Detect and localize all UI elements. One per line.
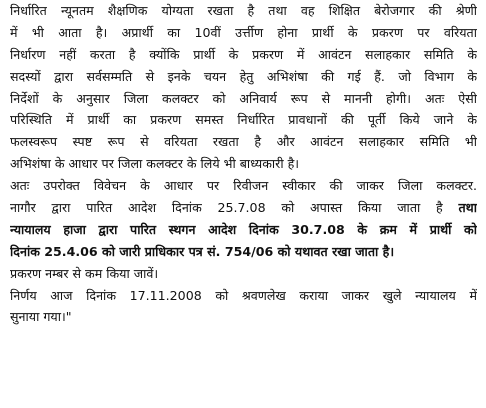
paragraph-line-7: फलस्वरूप स्पष्ट रूप से वरियता रखता है और आवंटन सलाहकार समिति भी bbox=[10, 134, 477, 150]
paragraph-line-3: निर्धारण नहीं करता है क्योंकि प्रार्थी के प्रकरण में आवंटन सलाहकार समिति के bbox=[10, 46, 477, 62]
paragraph-line-4: सदस्यों द्वारा सर्वसम्मति से इनके चयन हेतु अभिशंषा की गई हैं. जो विभाग के bbox=[10, 68, 477, 84]
paragraph-line-5: निर्देशों के अनुसार जिला कलक्टर को अनिवार्य रूप से माननी होगी। अतः ऐसी bbox=[10, 90, 477, 106]
paragraph-line-8: अभिशंषा के आधार पर जिला कलक्टर के लिये भी बाध्यकारी है। bbox=[10, 156, 300, 172]
paragraph-line-15: सुनाया गया।" bbox=[10, 309, 72, 325]
paragraph-line-12: दिनांक 25.4.06 को जारी प्राधिकार पत्र सं. 754/06 को यथावत रखा जाता है। bbox=[10, 243, 395, 259]
paragraph-line-9: अतः उपरोक्त विवेचन के आधार पर रिवीजन स्वीकार की जाकर जिला कलक्टर. bbox=[10, 178, 477, 194]
paragraph-line-6: परिस्थिति में प्रार्थी का प्रकरण समस्त निर्धारित प्रावधानों की पूर्ती किये जाने के bbox=[10, 112, 477, 128]
paragraph-line-10 bbox=[10, 197, 477, 219]
order-text-bold-tail: तथा bbox=[458, 200, 477, 216]
paragraph-line-11: न्यायालय हाजा द्वारा पारित स्थगन आदेश दिनांक 30.7.08 के क्रम में प्रार्थी को bbox=[10, 221, 477, 237]
paragraph-line-2: में भी आता है। अप्रार्थी का 10वीं उर्त्तीण होना प्रार्थी के प्रकरण पर वरियता bbox=[10, 24, 477, 40]
paragraph-line-14: निर्णय आज दिनांक 17.11.2008 को श्रवणलेख कराया जाकर खुले न्यायालय में bbox=[10, 287, 477, 303]
order-text: नागौर द्वारा पारित आदेश दिनांक 25.7.08 को अपास्त किया जाता है bbox=[10, 200, 443, 216]
paragraph-line-1: निर्धारित न्यूनतम शैक्षणिक योग्यता रखता है तथा वह शिक्षित बेरोजगार की श्रेणी bbox=[10, 3, 477, 18]
paragraph-line-13: प्रकरण नम्बर से कम किया जावें। bbox=[10, 265, 159, 281]
